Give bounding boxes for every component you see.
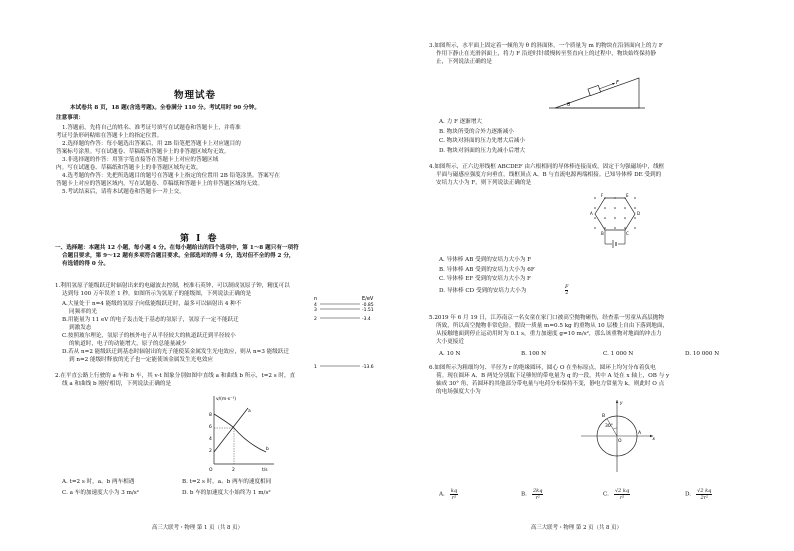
numerator: √2 kq xyxy=(614,488,630,494)
vertex-d: D xyxy=(637,211,641,216)
vt-graph xyxy=(200,392,280,472)
q5-stem: 大小更接近 xyxy=(436,339,464,345)
q5-stem: 所致，所以高空抛物非常危险。假设一质量 m=0.5 kg 的重物从 10 层楼上自由下落到地面， xyxy=(436,323,669,329)
vertex-f: F xyxy=(601,193,604,198)
vertex-c: C xyxy=(626,231,629,236)
right-page xyxy=(397,0,794,551)
q1-option-a: A.大量处于 n=4 能级的氢原子向低能级跃迁时，最多可以辐射出 4 种不 xyxy=(62,301,242,307)
option-label: A. xyxy=(439,491,445,498)
y-tick: 4 xyxy=(209,437,212,442)
q2-option-c: C. a 车的加速度大小为 3 m/s² xyxy=(62,490,139,496)
page-footer: 高三大联考・物理 第 1 页（共 8 页） xyxy=(152,525,243,531)
point-a-label: A xyxy=(638,431,642,436)
q3-stem: 3.如图所示，水平面上固定着一倾角为 θ 的斜面体，一个质量为 m 的物块在沿斜面向上的力 F xyxy=(429,43,663,49)
label-a: a xyxy=(248,409,251,414)
fraction-numerator: F xyxy=(565,283,569,290)
angle-label: 30° xyxy=(605,424,613,429)
denominator: 2r² xyxy=(700,495,709,501)
q1-option-b-cont: 到激发态 xyxy=(69,325,92,331)
section-line: 一、选择题：本题共 12 小题，每小题 4 分。在每小题给出的四个选项中，第 1～8 题只有一项符 xyxy=(55,245,299,251)
notice-line: 答题卡上对应的答题区域内，写在试题卷、草稿纸和答题卡上的非答题区域均无效。 xyxy=(56,181,263,187)
q5-stem: 5.2019 年 6 月 19 日，江苏南京一名女童在家门口被高空抛物砸伤，经查系一男童从高层抛物 xyxy=(429,315,664,321)
energy-level-diagram xyxy=(310,294,385,372)
magnetic-field-dots xyxy=(594,197,636,229)
q4-option-d: D. 导体棒 CD 受到的安培力大小为 xyxy=(439,287,527,294)
q1-option-a-cont: 同频率的光 xyxy=(69,309,97,315)
q3-option-a: A. 力 F 逐渐增大 xyxy=(439,119,483,125)
q2-options xyxy=(62,478,392,497)
x-axis-label: t/s xyxy=(262,468,268,472)
q4-option-b: B. 导体棒 AB 受到的安培力大小为 6F xyxy=(439,266,535,273)
notice-line: 3.非选择题的作答：用签字笔直接答在答题卡上对应的答题区域 xyxy=(62,157,219,163)
q3-option-c: C. 物块对斜面的压力先增大后减小 xyxy=(439,138,525,144)
vertex-e: E xyxy=(626,193,629,198)
q1-option-d: D.若从 n=2 能级跃迁到基态时辐射出的光子能使某金属发生光电效应，则从 n=3 能级跃迁 xyxy=(62,349,290,355)
denominator: r² xyxy=(535,495,540,501)
level-n-header: n xyxy=(314,296,318,302)
vertex-b: B xyxy=(601,231,604,236)
section-heading: 第 Ⅰ 卷 xyxy=(180,234,219,244)
q6-options xyxy=(439,484,769,500)
q1-stem: 达到每 100 万年误差 1 秒。如图所示为氢原子的能级图，下列说法正确的是 xyxy=(62,291,252,297)
block xyxy=(588,85,601,95)
q5-option-b: B. 100 N xyxy=(521,351,547,357)
option-label: B. xyxy=(521,491,527,498)
y-tick: 2 xyxy=(209,449,212,454)
q6-stem: 轴成 30° 角，若圆环的其他部分带电量与电荷分布保持不变，静电力常量为 k，则此时 O 点 xyxy=(436,381,665,387)
q5-option-c: C. 1 000 N xyxy=(603,351,634,357)
q2-stem: 2.在平直公路上行驶的 a 车和 b 车，其 v-t 图象分别如图中直线 a 和曲线 b 所示，t=2 s 时，直 xyxy=(55,373,296,379)
notice-line: 4.选考题的作答：先把所选题目的题号在答题卡上指定的位置用 2B 铅笔涂黑。答案写在 xyxy=(62,173,280,179)
force-label: F xyxy=(616,80,619,86)
question-6 xyxy=(429,364,669,396)
q4-options xyxy=(439,256,569,297)
q2-option-b: B. t=2 s 时，a、b 两车的速度相同 xyxy=(182,479,272,485)
section-instructions xyxy=(55,244,299,268)
numerator: kq xyxy=(450,488,458,494)
q4-option-d-row xyxy=(439,283,569,297)
option-label: D. xyxy=(685,491,692,498)
q3-option-b: B. 物块所受的合外力逐渐减小 xyxy=(439,128,514,135)
incline-figure xyxy=(547,72,647,112)
q1-options xyxy=(62,300,289,364)
q4-stem: 安培力大小为 F，则下列说法正确的是 xyxy=(436,180,532,186)
origin-label: O xyxy=(618,439,622,444)
curve-b xyxy=(214,414,266,452)
q6-option-a xyxy=(439,484,458,503)
level-e2: -3.4 xyxy=(362,317,371,322)
hexagon-frame xyxy=(595,198,635,230)
q5-stem: 从接触地面到停止运动用时为 0.1 s，重力加速度 g=10 m/s²，那么该重物对地面的冲击力 xyxy=(436,331,662,337)
section-line: 有选错的得 0 分。 xyxy=(62,261,109,267)
q5-option-d: D. 10 000 N xyxy=(685,351,720,357)
q2-stem: 线 a 和曲线 b 刚好相切，下列说法正确的是 xyxy=(62,381,172,387)
option-label: C. xyxy=(603,491,609,498)
q4-option-c: C. 导体棒 EF 受到的安培力大小为 F xyxy=(439,276,531,282)
x-label: x xyxy=(652,437,655,442)
q6-option-b xyxy=(521,484,543,503)
q3-options xyxy=(439,118,525,155)
hexagon-figure xyxy=(585,192,645,252)
exam-intro: 本试卷共 8 页，18 题(含选考题)。全卷满分 110 分。考试用时 90 分钟。 xyxy=(70,105,260,111)
question-5 xyxy=(429,314,668,346)
q1-option-d-cont: 到 n=2 能级时释放的光子也一定能使该金属发生光电效应 xyxy=(69,357,214,363)
q2-option-a: A. t=2 s 时，a、b 两车相遇 xyxy=(62,479,135,485)
q6-stem: 6.如图所示为粗细均匀、半径为 r 的绝缘圆环，圆心 O 在坐标原点，圆环上均匀分布着负电 xyxy=(429,365,656,371)
y-label: y xyxy=(620,401,623,406)
y-axis-label: v/(m·s⁻¹) xyxy=(216,397,237,402)
q1-option-c: C.按照玻尔理论，氢原子的核外电子从半径较大的轨道跃迁到半径较小 xyxy=(62,333,236,339)
notice-heading: 注意事项： xyxy=(56,115,84,121)
question-1 xyxy=(55,282,290,298)
q5-options xyxy=(439,350,769,358)
notice-line: 考证号条形码粘贴在答题卡上的指定位置。 xyxy=(56,133,163,139)
notice-list xyxy=(56,124,382,196)
question-4 xyxy=(429,163,664,187)
vertex-a: A xyxy=(590,211,593,216)
numerator: 2kq xyxy=(532,488,543,494)
y-arrowhead xyxy=(616,400,618,403)
level-e-header: E/eV xyxy=(362,296,374,302)
q1-stem: 1.利用氢原子能级跃迁时辐射出来的电磁波去控制，校准石英钟，可以制成氢原子钟，精度可以 xyxy=(55,283,290,289)
y-tick: 6 xyxy=(209,425,212,430)
q4-stem: 4.如图所示，正六边形线框 ABCDEF 由六根相同的导体棒连接而成，固定于匀强磁场中，线框 xyxy=(429,164,665,170)
question-3 xyxy=(429,42,663,66)
q1-option-c-cont: 的轨道时，电子的动能增大，原子的总能量减少 xyxy=(69,341,187,347)
notice-line: 内。写在试题卷、草稿纸和答题卡上的非答题区域均无效。 xyxy=(56,165,202,171)
denominator: r² xyxy=(619,495,625,501)
line-a xyxy=(214,408,248,452)
q3-stem: 作用下静止在光滑斜面上，将力 F 沿逆时针缓慢转至竖直向上的过程中，物块始终保持静 xyxy=(436,51,657,57)
level-n2: 2 xyxy=(314,317,317,322)
angle-label: θ xyxy=(567,102,571,108)
angle-arc xyxy=(613,428,617,429)
level-n1: 1 xyxy=(314,365,317,370)
section-line: 合题目要求，第 9～12 题有多项符合题目要求。全部选对的得 4 分，选对但不全的得 2 分， xyxy=(62,253,295,259)
notice-line: 5.考试结束后，请将本试题卷和答题卡一并上交。 xyxy=(62,189,185,195)
q3-option-d: D. 物块对斜面的压力先减小后增大 xyxy=(439,147,526,154)
page-footer: 高三大联考・物理 第 2 页（共 8 页） xyxy=(531,525,622,531)
fraction-denominator: 2 xyxy=(565,290,569,296)
level-e4: -0.85 xyxy=(362,303,374,308)
denominator: r² xyxy=(451,495,457,501)
label-b: b xyxy=(266,447,269,452)
notice-line: 2.选择题的作答：每小题选出答案后，用 2B 铅笔把答题卡上对应题目的 xyxy=(62,141,241,147)
point-b-label: B xyxy=(602,414,606,419)
level-n4: 4 xyxy=(314,303,317,308)
question-2 xyxy=(55,372,295,388)
x-tick: 2 xyxy=(232,468,235,472)
y-tick: 8 xyxy=(209,413,212,418)
q1-option-b: B.用能量为 11 eV 的电子轰击处于基态的氢原子，氢原子一定不能跃迁 xyxy=(62,317,239,323)
q6-stem: 的电场强度大小为 xyxy=(436,389,481,395)
notice-line: 答案标号涂黑。写在试题卷、草稿纸和答题卡上的非答题区域均无效。 xyxy=(56,149,230,155)
level-e1: -13.6 xyxy=(362,365,374,370)
q4-stem: 平面与磁感应强度方向垂直，线框顶点 A、B 与直流电源两端相接。已知导体棒 DE 受到的 xyxy=(436,172,662,178)
q2-option-d: D. b 车的加速度大小始终为 1 m/s² xyxy=(182,490,271,496)
level-e3: -1.51 xyxy=(362,308,374,313)
level-n3: 3 xyxy=(314,308,317,313)
q6-option-c xyxy=(603,484,630,503)
fraction-f-over-2 xyxy=(565,285,568,297)
q6-option-d xyxy=(685,484,712,503)
q3-stem: 止，下列说法正确的是 xyxy=(436,59,492,65)
q4-option-a: A. 导体棒 AB 受到的安培力大小为 F xyxy=(439,257,532,263)
exam-title: 物理试卷 xyxy=(174,90,217,101)
q6-stem: 荷。现在圆环 A、B 两处分别取下足够短的带电量为 q 的一段，其中 A 处在 x 轴上，OB 与 y xyxy=(436,373,670,379)
notice-line: 1.答题前，先将自己的姓名、准考证号填写在试题卷和答题卡上，并将准 xyxy=(62,125,241,131)
origin-label: O xyxy=(209,468,213,472)
ring-figure xyxy=(577,396,657,476)
q5-option-a: A. 10 N xyxy=(439,351,461,357)
numerator: √2 kq xyxy=(697,488,712,494)
